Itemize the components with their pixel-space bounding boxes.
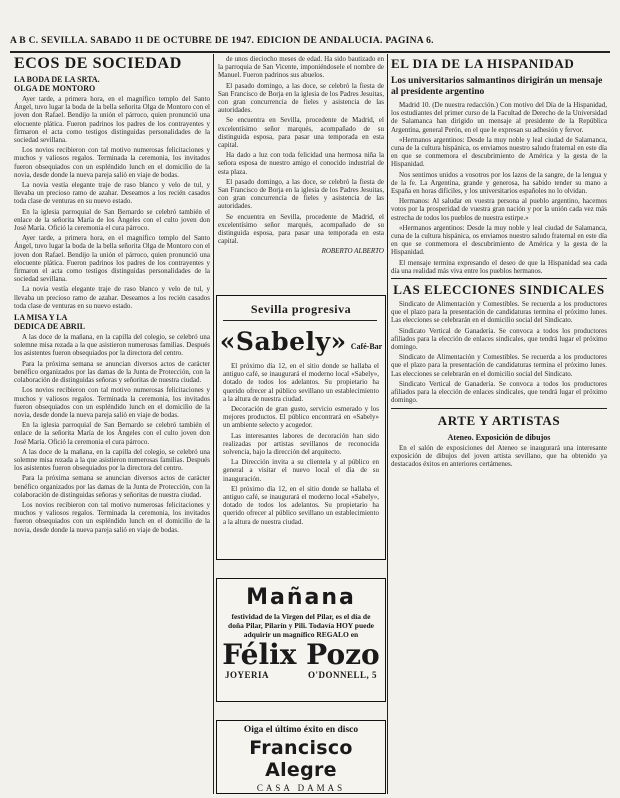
article-body <box>14 333 210 534</box>
paragraph: Para la próxima semana se anuncian diversos actos de carácter benéfico organizados por las damas de la Junta de Protección, con la colaboración de distinguidas señoras y señoritas de nuestra ciudad. <box>14 474 210 499</box>
ad-body <box>223 362 379 526</box>
music-advertisement <box>216 720 386 794</box>
paragraph: Nos sentimos unidos a vosotros por los lazos de la sangre, de la lengua y de la fe. La Argentina, grande y generosa, ha sabido tender su mano a España en horas difíciles, y los universitarios españoles no lo olvidan. <box>391 170 607 196</box>
paragraph: de unos dieciocho meses de edad. Ha sido bautizado en la parroquia de San Vicente, imponiéndosele el nombre de Manuel. Fueron padrinos sus abuelos. <box>218 55 384 80</box>
paragraph: El pasado domingo, a las doce, se celebró la fiesta de San Francisco de Borja en la iglesia de los Padres Jesuitas, con gran concurrencia de fieles y asistencia de las autoridades. <box>218 81 384 115</box>
article-body <box>218 55 384 245</box>
paragraph: El mensaje termina expresando el deseo de que la Hispanidad sea cada día una realidad más viva entre los pueblos hermanos. <box>391 258 607 275</box>
paragraph: Sindicato de Alimentación y Comestibles. Se recuerda a los productores que el plazo para la presentación de candidaturas termina el próximo lunes. Las elecciones se celebrarán en el domicilio social del Sindicato. <box>391 353 607 378</box>
paragraph: A las doce de la mañana, en la capilla del colegio, se celebró una solemne misa rezada a la que asistieron numerosas familias. Después los asistentes fueron obsequiados por la directora del centro. <box>14 333 210 358</box>
ad-name: Félix Pozo <box>222 638 380 671</box>
paragraph: Para la próxima semana se anuncian diversos actos de carácter benéfico organizados por las damas de la Junta de Protección, con la colaboración de distinguidas señoras y señoritas de nuestra ciudad. <box>14 359 210 385</box>
signature: ROBERTO ALBERTO <box>321 247 384 256</box>
ad-line: Oiga el último éxito en disco <box>243 725 359 735</box>
page-header: A B C. SEVILLA. SABADO 11 DE OCTUBRE DE 1947. EDICION DE ANDALUCIA. PAGINA 6. <box>10 36 434 46</box>
section-title: ARTE Y ARTISTAS <box>437 412 561 428</box>
paragraph: La novia vestía elegante traje de raso blanco y velo de tul, y llevaba un precioso ramo de azahar. Deseamos a los recién casados toda clase de venturas en su nuevo estado. <box>14 181 210 206</box>
paragraph: Los novios recibieron con tal motivo numerosas felicitaciones y muchos y valiosos regalos. Terminada la ceremonia, los invitados fueron obsequiados con un espléndido lunch en el domicilio de la novia, desde donde la nueva pareja salió en viaje de bodas. <box>14 386 210 419</box>
ad-store-type: JOYERIA <box>225 670 270 680</box>
column-divider <box>213 54 214 794</box>
society-continued <box>218 55 384 287</box>
ad-brand: «Sabely» <box>219 327 347 356</box>
paragraph: La novia vestía elegante traje de raso blanco y velo de tul, y llevaba un precioso ramo de azahar. Deseamos a los recién casados toda clase de venturas en su nuevo estado. <box>14 285 210 310</box>
sabely-advertisement <box>216 295 386 560</box>
article-body <box>391 444 607 469</box>
article-body <box>14 95 210 310</box>
paragraph: Los novios recibieron con tal motivo numerosas felicitaciones y muchos y valiosos regalos. Terminada la ceremonia, los invitados fueron obsequiados con un espléndido lunch en el domicilio de la novia, desde donde la nueva pareja salió en viaje de bodas. <box>14 500 210 534</box>
section-title: ECOS DE SOCIEDAD <box>14 55 182 72</box>
article-subtitle: OLGA DE MONTORO <box>14 84 96 93</box>
section-title: EL DIA DE LA HISPANIDAD <box>391 56 575 71</box>
article-subtitle: LA BODA DE LA SRTA. <box>14 75 100 84</box>
ad-rule <box>223 320 377 321</box>
section-rule <box>391 278 607 279</box>
paragraph: Madrid 10. (De nuestra redacción.) Con motivo del Día de la Hispanidad, los estudiantes del primer curso de la Facultad de Derecho de la Universidad de Salamanca han dirigido un mensaje al presidente de la República Argentina, general Perón, en el que le expresan su adhesión y fervor. <box>391 101 607 134</box>
paragraph: La Dirección invita a su clientela y al público en general a visitar el nuevo local el día de su inauguración. <box>223 458 379 483</box>
paragraph: Los novios recibieron con tal motivo numerosas felicitaciones y muchos y valiosos regalos. Terminada la ceremonia, los invitados fueron obsequiados con un espléndido lunch en el domicilio de la novia, desde donde la nueva pareja salió en viaje de bodas. <box>14 146 210 179</box>
paragraph: Ha dado a luz con toda felicidad una hermosa niña la señora esposa de nuestro amigo el conocido industrial de esta plaza. <box>218 151 384 176</box>
ad-store: CASA DAMAS <box>256 783 346 793</box>
paragraph: Decoración de gran gusto, servicio esmerado y los mejores productos. El público encontrará en «Sabely» un ambiente selecto y acogedor. <box>223 405 379 430</box>
paragraph: El pasado domingo, a las doce, se celebró la fiesta de San Francisco de Borja en la iglesia de los Padres Jesuitas, con gran concurrencia de fieles y asistencia de las autoridades. <box>218 177 384 211</box>
ad-text: festividad de la Virgen del Pilar, es el día de doña Pilar, Pilarín y Pili. Todavía HOY puede adquirir un magnífico REGALO en <box>228 612 374 639</box>
paragraph: Las interesantes labores de decoración han sido realizadas por artistas sevillanos de reconocida solvencia, bajo la dirección del arquitecto. <box>223 431 379 457</box>
paragraph: El próximo día 12, en el sitio donde se hallaba el antiguo café, se inaugurará el moderno local «Sabely», dotado de todos los adelantos. Su propietario ha querido ofrecer al público sevillano un establecimiento a la altura de nuestra ciudad. <box>223 362 379 403</box>
paragraph: Sindicato Vertical de Ganadería. Se convoca a todos los productores afiliados para la elección de enlaces sindicales, que tendrá lugar el próximo domingo. <box>391 326 607 352</box>
paragraph: «Hermanos argentinos: Desde la muy noble y leal ciudad de Salamanca, cuna de la cultura hispánica, os enviamos nuestro saludo fraternal en este día en que se conmemora el descubrimiento de América y la gesta de la Hispanidad. <box>391 223 607 257</box>
article-body <box>391 101 607 275</box>
paragraph: Sindicato Vertical de Ganadería. Se convoca a todos los productores afiliados para la elección de enlaces sindicales, que tendrá lugar el próximo domingo. <box>391 379 607 405</box>
paragraph: Se encuentra en Sevilla, procedente de Madrid, el excelentísimo señor marqués, acompañado de su distinguida esposa, para pasar una temporada en esta capital. <box>218 212 384 246</box>
article-subtitle: Ateneo. Exposición de dibujos <box>447 432 551 442</box>
felix-pozo-advertisement <box>216 578 386 702</box>
ad-title: Mañana <box>246 585 356 610</box>
paragraph: El próximo día 12, en el sitio donde se hallaba el antiguo café, se inaugurará el moderno local «Sabely», dotado de todos los adelantos. Su propietario ha querido ofrecer al público sevillano un establecimiento a la altura de nuestra ciudad. <box>223 484 379 526</box>
ad-address: O'DONNELL, 5 <box>307 670 377 680</box>
hispanidad-column <box>391 55 607 793</box>
section-rule <box>391 408 607 409</box>
paragraph: Ayer tarde, a primera hora, en el magnífico templo del Santo Ángel, tuvo lugar la boda de la bella señorita Olga de Montoro con el joven don Rafael. Bendijo la unión el párroco, quien pronunció una elocuente plática. Fueron padrinos los padres de los contrayentes y firmaron el acta como testigos distinguidas personalidades de la sociedad sevillana. <box>14 95 210 145</box>
article-subtitle: LA MISA Y LA <box>14 313 68 323</box>
ad-brand-kind: Café-Bar <box>350 341 383 351</box>
paragraph: En el salón de exposiciones del Ateneo se inaugurará una interesante exposición de dibujos del joven artista sevillano, que ha obtenido ya destacados éxitos en anteriores certámenes. <box>391 443 607 468</box>
paragraph: Ayer tarde, a primera hora, en el magnífico templo del Santo Ángel, tuvo lugar la boda de la bella señorita Olga de Montoro con el joven don Rafael. Bendijo la unión el párroco, quien pronunció una elocuente plática. Fueron padrinos los padres de los contrayentes y firmaron el acta como testigos distinguidas personalidades de la sociedad sevillana. <box>14 234 210 284</box>
column-divider <box>387 54 388 794</box>
article-subtitle: DEDICA DE ABRIL <box>14 322 86 332</box>
paragraph: Hermanos: Al saludar en vuestra persona al pueblo argentino, hacemos votos por la prosperidad de vuestra gran nación y por la unión cada vez más estrecha de todos los pueblos de nuestra estirpe.» <box>391 197 607 222</box>
header-rule <box>10 51 610 53</box>
ad-kicker: Sevilla progresiva <box>250 302 352 316</box>
paragraph: «Hermanos argentinos: Desde la muy noble y leal ciudad de Salamanca, cuna de la cultura hispánica, os enviamos nuestro saludo fraternal en este día en que se conmemora el descubrimiento de América y la gesta de la Hispanidad. <box>391 135 607 169</box>
paragraph: En la iglesia parroquial de San Bernardo se celebró también el enlace de la señorita María de los Ángeles con el culto joven don José María. Ofició la ceremonia el cura párroco. <box>14 421 210 446</box>
paragraph: Sindicato de Alimentación y Comestibles. Se recuerda a los productores que el plazo para la presentación de candidaturas termina el próximo lunes. Las elecciones se celebrarán en el domicilio social del Sindicato. <box>391 300 607 325</box>
paragraph: En la iglesia parroquial de San Bernardo se celebró también el enlace de la señorita María de los Ángeles con el culto joven don José María. Ofició la ceremonia el cura párroco. <box>14 207 210 233</box>
paragraph: Se encuentra en Sevilla, procedente de Madrid, el excelentísimo señor marqués, acompañado de su distinguida esposa, para pasar una temporada en esta capital. <box>218 116 384 150</box>
article-body <box>391 300 607 404</box>
section-title: LAS ELECCIONES SINDICALES <box>393 282 605 298</box>
society-column <box>14 55 210 793</box>
article-headline: Los universitarios salmantinos dirigirán un mensaje al presidente argentino <box>391 76 603 97</box>
ad-name: Francisco Alegre <box>249 737 353 781</box>
paragraph: A las doce de la mañana, en la capilla del colegio, se celebró una solemne misa rezada a la que asistieron numerosas familias. Después los asistentes fueron obsequiados por la directora del centro. <box>14 447 210 473</box>
